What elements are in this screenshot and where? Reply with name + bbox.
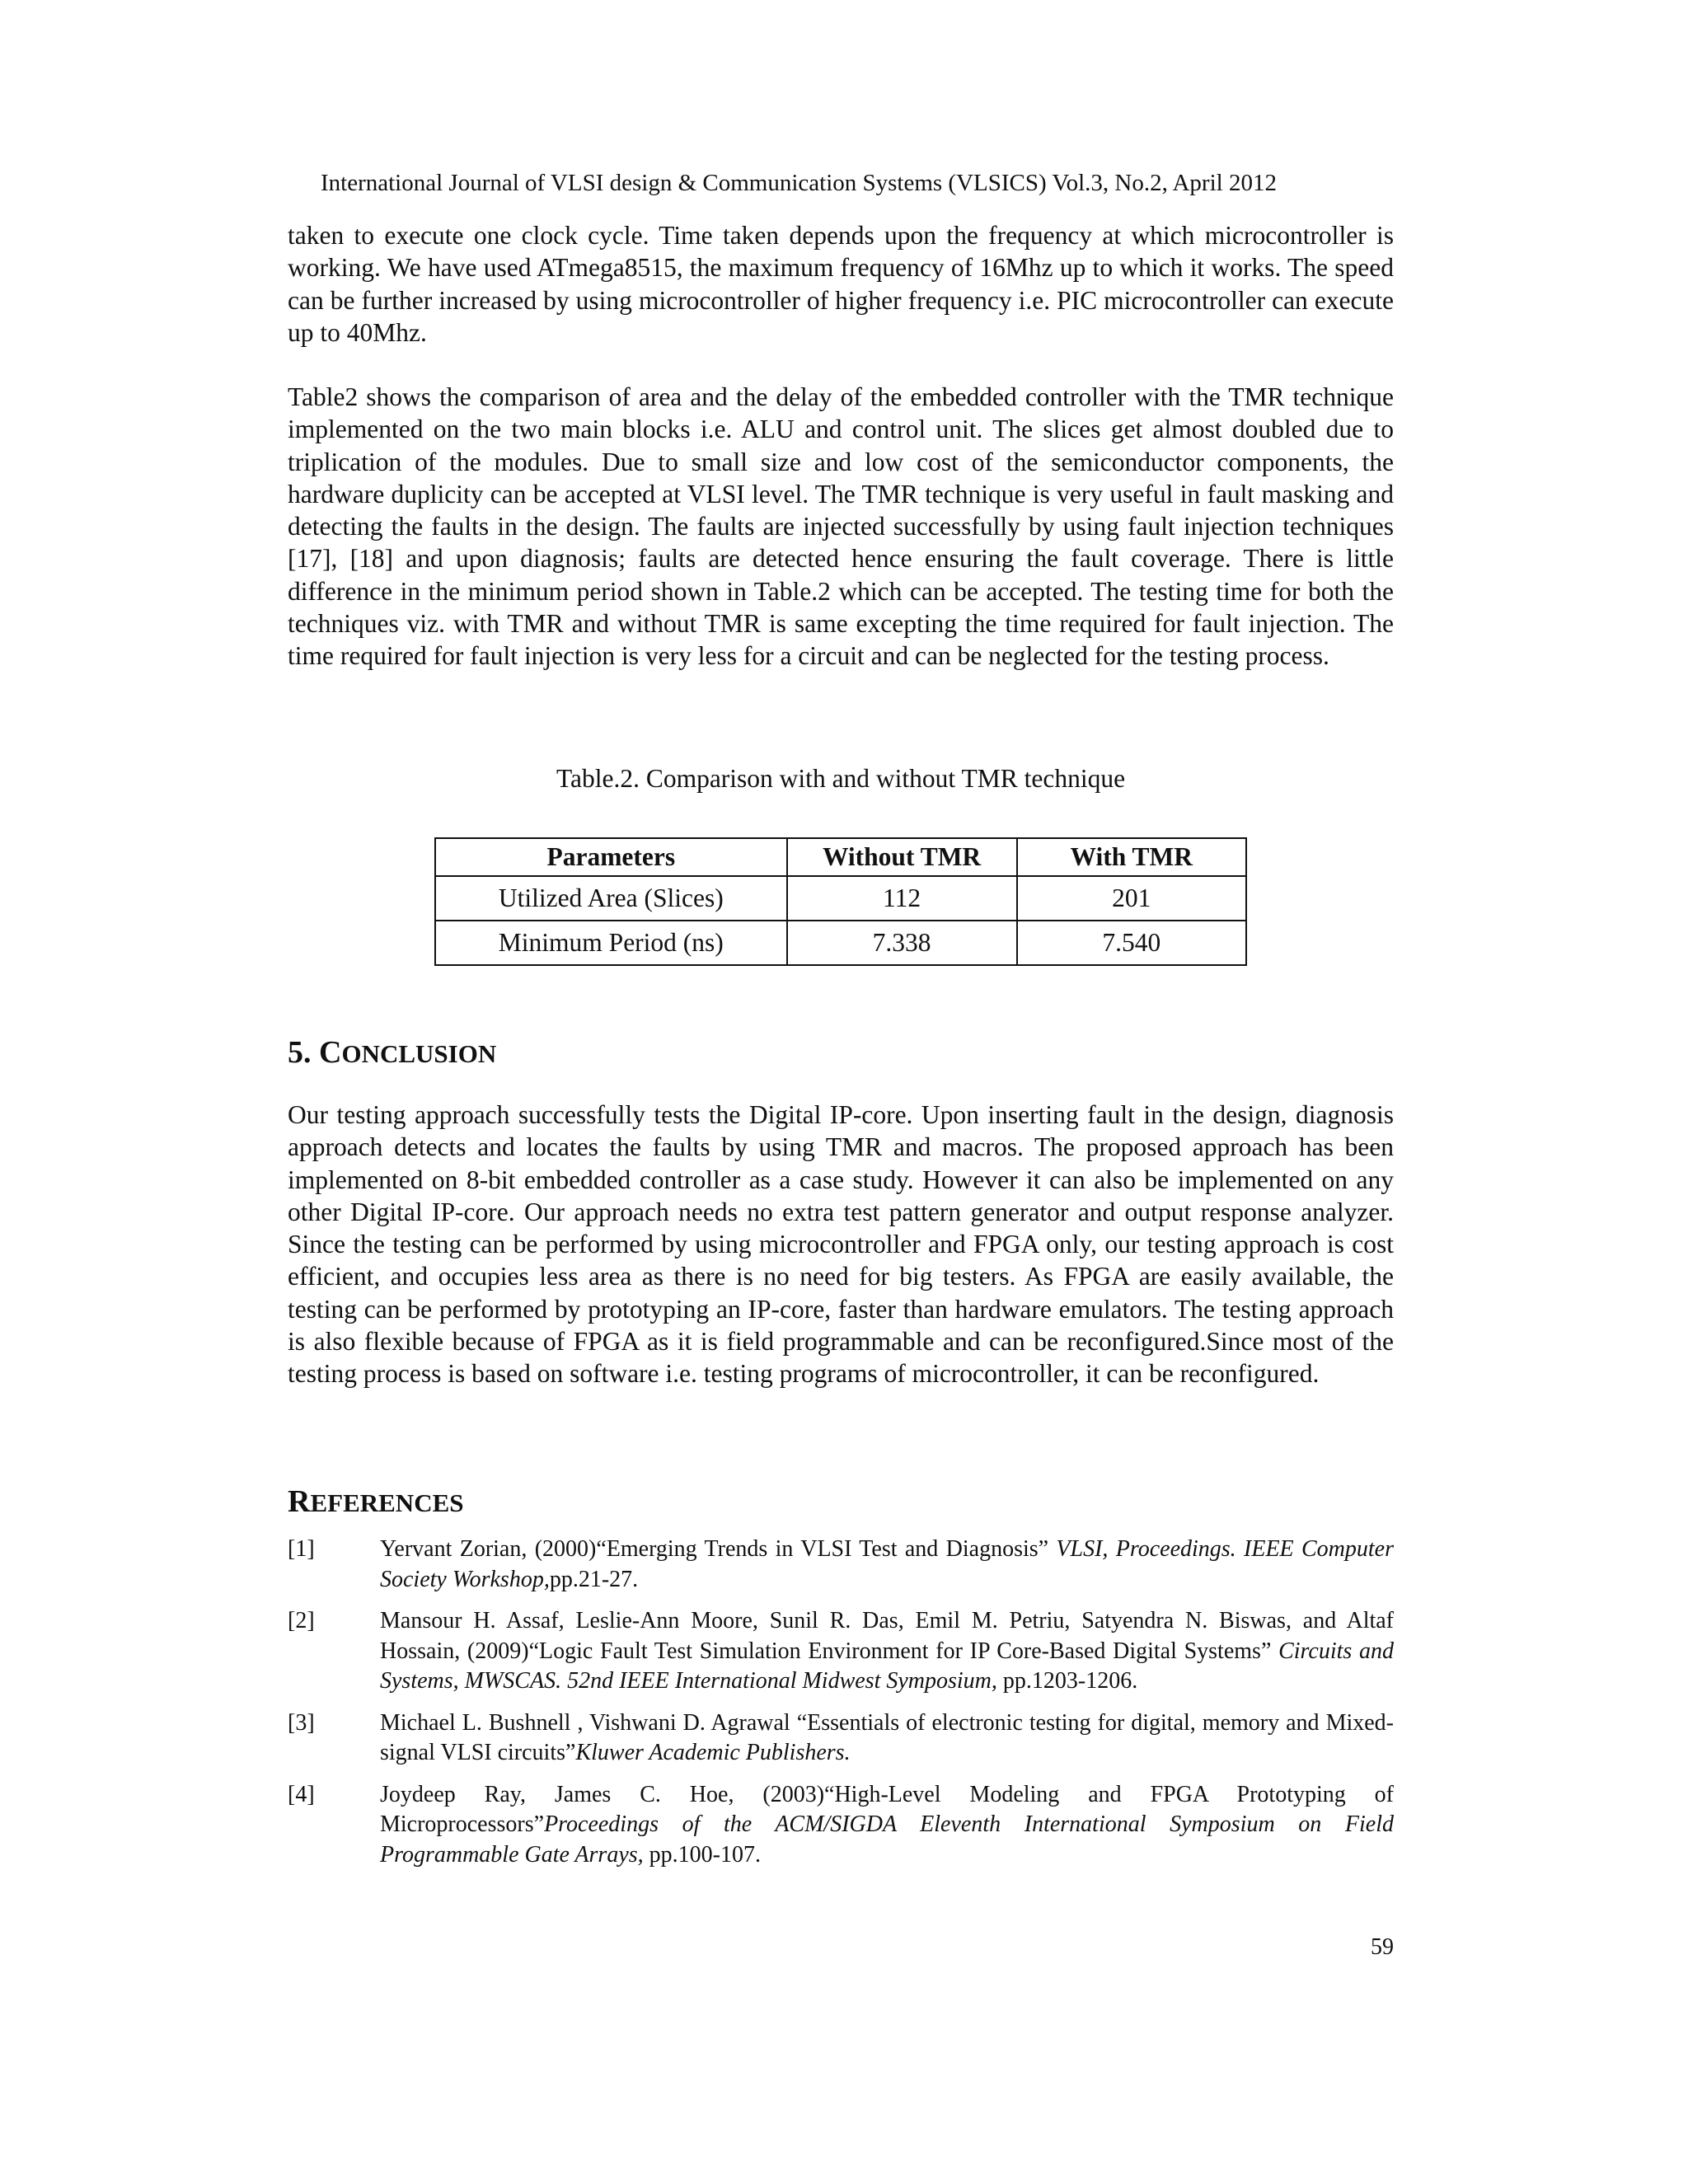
- section-heading-conclusion: [288, 1034, 496, 1071]
- table-cell: 7.338: [787, 921, 1017, 965]
- section-initial: R: [288, 1484, 311, 1519]
- reference-venue: Circuits and Systems, MWSCAS. 52nd IEEE International Midwest Symposium,: [380, 1638, 1395, 1694]
- paragraph-tmr-comparison: Table2 shows the comparison of area and the delay of the embedded controller with the TMR technique implemented on the two main blocks i.e. ALU and control unit. The slices get almost doubled due to triplication of the modules. Due to small size and low cost of the semiconductor components, the hardware duplicity can be accepted at VLSI level. The TMR technique is very useful in fault masking and detecting the faults in the design. The faults are injected successfully by using fault injection techniques [17], [18] and upon diagnosis; faults are detected hence ensuring the fault coverage. There is little difference in the minimum period shown in Table.2 which can be accepted. The testing time for both the techniques viz. with TMR and without TMR is same excepting the time required for fault injection. The time required for fault injection is very less for a circuit and can be neglected for the testing process.: [288, 382, 1394, 671]
- table-cell: Utilized Area (Slices): [435, 876, 787, 921]
- reference-item: [288, 1535, 1394, 1595]
- reference-authors-title: Yervant Zorian, (2000)“Emerging Trends in VLSI Test and Diagnosis”: [380, 1536, 1057, 1562]
- reference-number: [3]: [288, 1709, 315, 1736]
- section-initial: C: [319, 1035, 342, 1070]
- reference-venue: Kluwer Academic Publishers.: [575, 1740, 851, 1765]
- section-title-rest: ONCLUSION: [341, 1039, 497, 1068]
- section-title-rest: EFERENCES: [310, 1488, 464, 1517]
- reference-pages: pp.1203-1206.: [996, 1668, 1138, 1694]
- page-number: 59: [1371, 1934, 1394, 1960]
- table-caption: Table.2. Comparison with and without TMR technique: [556, 764, 1126, 793]
- reference-authors-title: Mansour H. Assaf, Leslie-Ann Moore, Sunil R. Das, Emil M. Petriu, Satyendra N. Biswas, and Altaf Hossain, (2009)“Logic Fault Test Simulation Environment for IP Core-Based Digital Systems”: [380, 1608, 1394, 1664]
- reference-item: [288, 1780, 1394, 1871]
- table-cell: 112: [787, 876, 1017, 921]
- table-cell: 7.540: [1017, 921, 1246, 965]
- reference-number: [1]: [288, 1536, 315, 1562]
- reference-text: [380, 1780, 1394, 1871]
- table-header-cell: With TMR: [1017, 838, 1246, 876]
- section-number: 5.: [288, 1035, 312, 1070]
- reference-text: [380, 1708, 1394, 1769]
- table-row: [435, 876, 1246, 921]
- section-heading-references: [288, 1483, 464, 1520]
- comparison-table: [434, 837, 1247, 966]
- reference-authors-title: Michael L. Bushnell , Vishwani D. Agrawal “Essentials of electronic testing for digital, memory and Mixed-signal VLSI circuits”: [380, 1709, 1394, 1765]
- table-header-cell: Parameters: [435, 838, 787, 876]
- reference-pages: pp.100-107.: [643, 1841, 761, 1868]
- paragraph-conclusion: Our testing approach successfully tests the Digital IP-core. Upon inserting fault in the design, diagnosis approach detects and locates the faults by using TMR and macros. The proposed approach has been implemented on 8-bit embedded controller as a case study. However it can also be implemented on any other Digital IP-core. Our approach needs no extra test pattern generator and output response analyzer. Since the testing can be performed by using microcontroller and FPGA only, our testing approach is cost efficient, and occupies less area as there is no need for big testers. As FPGA are easily available, the testing can be performed by prototyping an IP-core, faster than hardware emulators. The testing approach is also flexible because of FPGA as it is field programmable and can be reconfigured.Since most of the testing process is based on software i.e. testing programs of microcontroller, it can be reconfigured.: [288, 1100, 1394, 1389]
- reference-number: [2]: [288, 1608, 315, 1633]
- paragraph-clock-cycle: taken to execute one clock cycle. Time taken depends upon the frequency at which microcontroller is working. We have used ATmega8515, the maximum frequency of 16Mhz up to which it works. The speed can be further increased by using microcontroller of higher frequency i.e. PIC microcontroller can execute up to 40Mhz.: [288, 221, 1394, 347]
- running-header: International Journal of VLSI design & Communication Systems (VLSICS) Vol.3, No.2, April 2012: [321, 170, 1277, 196]
- reference-pages: pp.21-27.: [549, 1566, 639, 1592]
- reference-list: [288, 1535, 1394, 1882]
- reference-item: [288, 1708, 1394, 1769]
- reference-venue: Proceedings of the ACM/SIGDA Eleventh International Symposium on Field Programmable Gate Arrays,: [380, 1811, 1394, 1868]
- reference-number: [4]: [288, 1781, 315, 1807]
- table-cell: 201: [1017, 876, 1246, 921]
- reference-item: [288, 1606, 1394, 1697]
- table-cell: Minimum Period (ns): [435, 921, 787, 965]
- table-header-cell: Without TMR: [787, 838, 1017, 876]
- reference-venue: VLSI, Proceedings. IEEE Computer Society Workshop,: [380, 1536, 1394, 1592]
- reference-text: [380, 1606, 1394, 1697]
- reference-authors-title: Joydeep Ray, James C. Hoe, (2003)“High-Level Modeling and FPGA Prototyping of Microprocessors”: [380, 1781, 1394, 1837]
- table-row: [435, 921, 1246, 965]
- table-header-row: [435, 838, 1246, 876]
- reference-text: [380, 1535, 1394, 1595]
